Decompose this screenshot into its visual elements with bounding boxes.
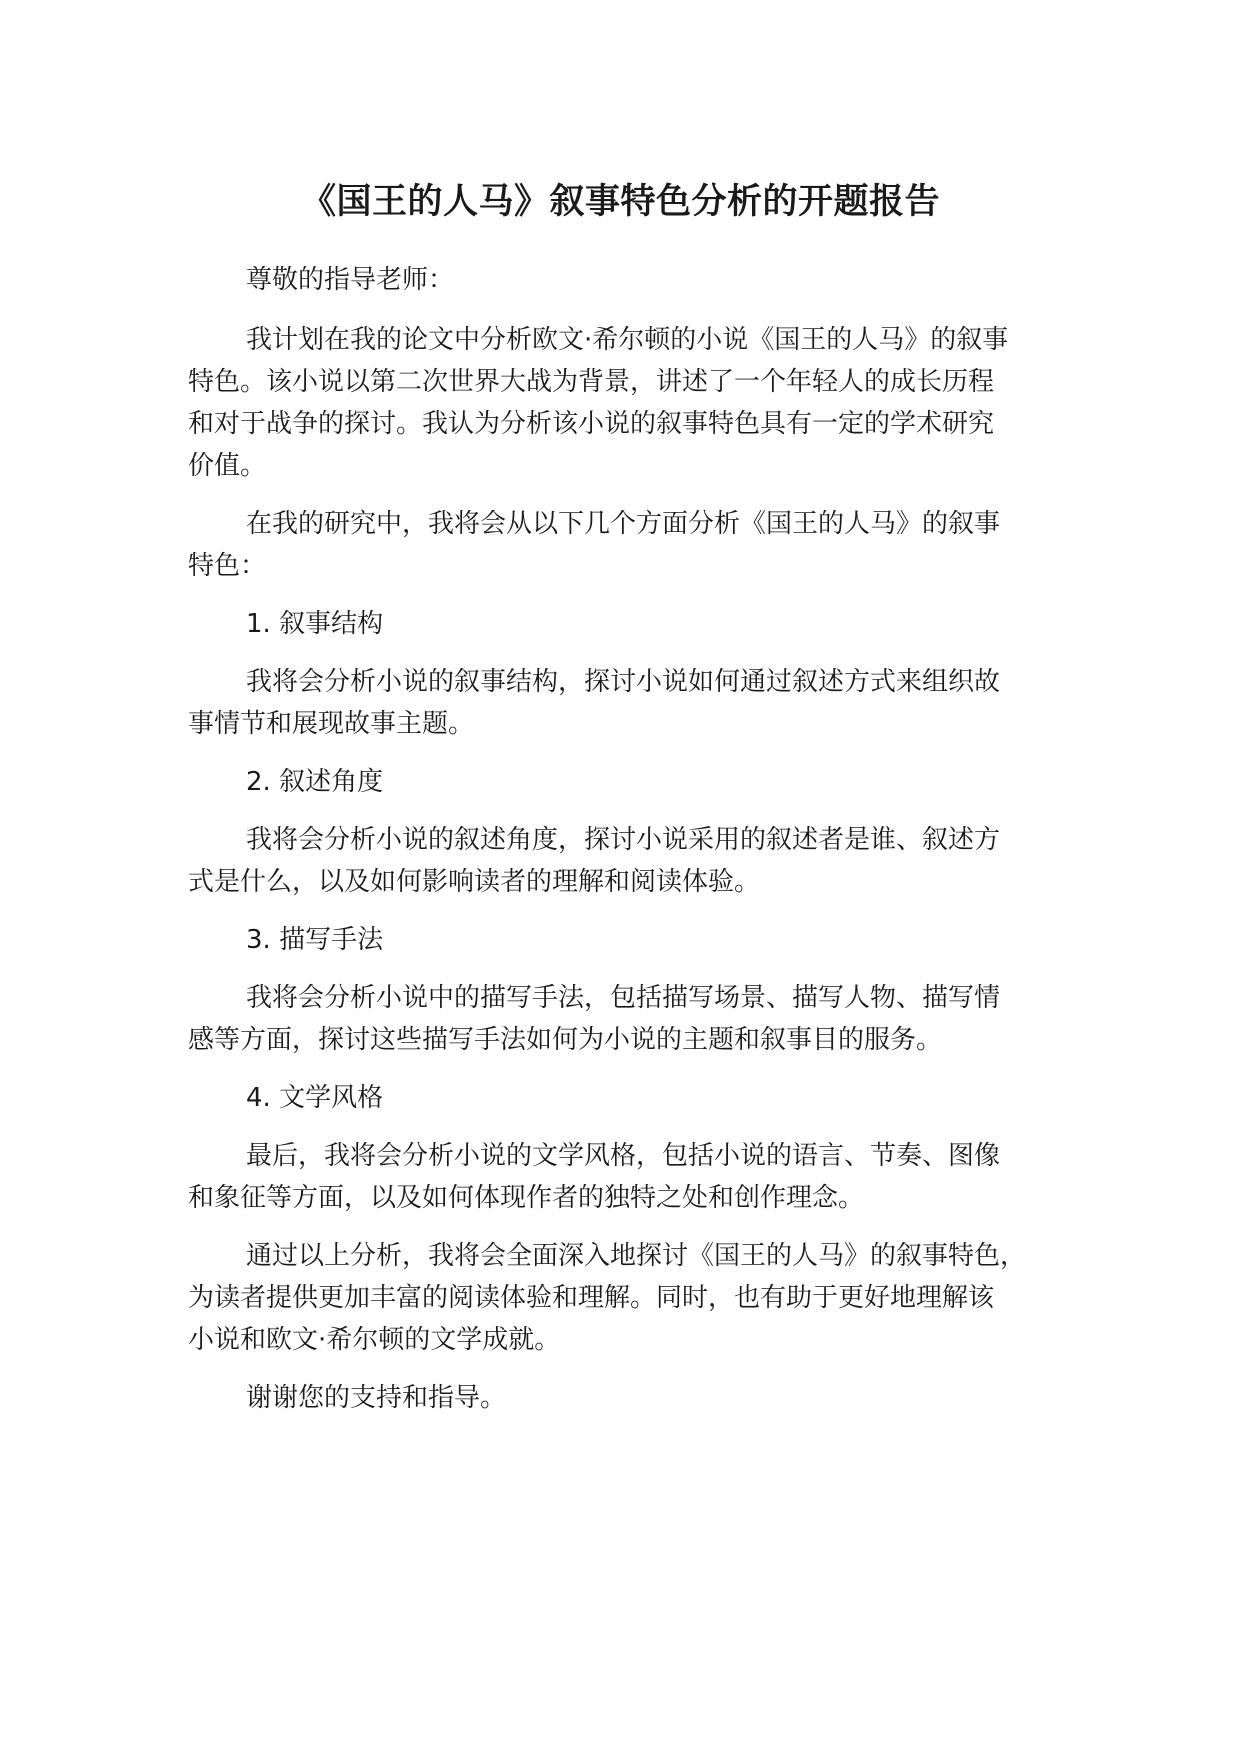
document-title: 《国王的人马》叙事特色分析的开题报告 <box>300 182 940 222</box>
intro-line-1: 我计划在我的论文中分析欧文·希尔顿的小说《国王的人马》的叙事 <box>246 325 1009 355</box>
intro-line-4: 价值。 <box>188 451 267 481</box>
section-heading-2: 2. 叙述角度 <box>246 767 384 797</box>
research-line-1: 在我的研究中，我将会从以下几个方面分析《国王的人马》的叙事 <box>246 509 1001 539</box>
intro-line-2: 特色。该小说以第二次世界大战为背景，讲述了一个年轻人的成长历程 <box>188 367 995 397</box>
section-4-line-2: 和象征等方面，以及如何体现作者的独特之处和创作理念。 <box>188 1183 865 1213</box>
conclusion-line-3: 小说和欧文·希尔顿的文学成就。 <box>188 1325 561 1355</box>
conclusion-line-1: 通过以上分析，我将会全面深入地探讨《国王的人马》的叙事特色， <box>246 1241 1027 1271</box>
closing-line: 谢谢您的支持和指导。 <box>246 1383 507 1413</box>
section-heading-3: 3. 描写手法 <box>246 925 384 955</box>
section-4-line-1: 最后，我将会分析小说的文学风格，包括小说的语言、节奏、图像 <box>246 1141 1001 1171</box>
salutation: 尊敬的指导老师： <box>246 265 455 295</box>
conclusion-line-2: 为读者提供更加丰富的阅读体验和理解。同时，也有助于更好地理解该 <box>188 1283 995 1313</box>
research-line-2: 特色： <box>188 551 267 581</box>
section-1-line-1: 我将会分析小说的叙事结构，探讨小说如何通过叙述方式来组织故 <box>246 667 1001 697</box>
section-heading-1: 1. 叙事结构 <box>246 609 384 639</box>
section-3-line-1: 我将会分析小说中的描写手法，包括描写场景、描写人物、描写情 <box>246 983 1001 1013</box>
intro-line-3: 和对于战争的探讨。我认为分析该小说的叙事特色具有一定的学术研究 <box>188 409 995 439</box>
section-2-line-1: 我将会分析小说的叙述角度，探讨小说采用的叙述者是谁、叙述方 <box>246 825 1001 855</box>
section-1-line-2: 事情节和展现故事主题。 <box>188 709 475 739</box>
section-3-line-2: 感等方面，探讨这些描写手法如何为小说的主题和叙事目的服务。 <box>188 1025 943 1055</box>
section-2-line-2: 式是什么，以及如何影响读者的理解和阅读体验。 <box>188 867 761 897</box>
section-heading-4: 4. 文学风格 <box>246 1083 384 1113</box>
